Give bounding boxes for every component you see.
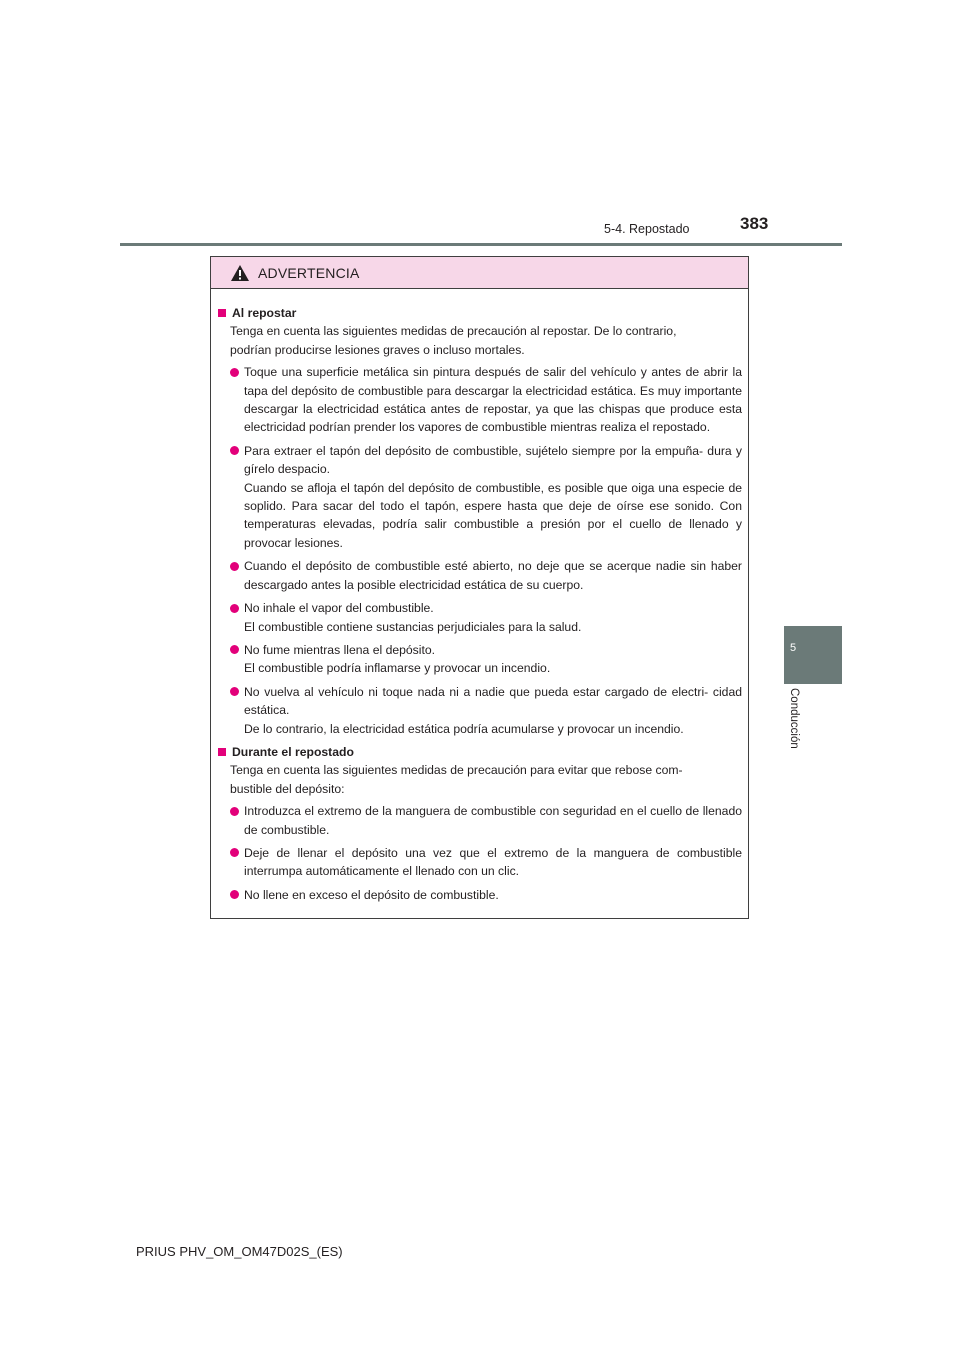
list-item-line: Introduzca el extremo de la manguera de combustible con seguridad en el cuello de llenado de combustible. bbox=[244, 804, 742, 837]
list-item bbox=[218, 844, 742, 881]
list-item-text bbox=[244, 641, 742, 678]
round-bullet-icon bbox=[230, 848, 239, 857]
list-item-text bbox=[244, 844, 742, 881]
warning-title: ADVERTENCIA bbox=[258, 264, 360, 281]
section-heading-text: Durante el repostado bbox=[232, 744, 354, 759]
list-item-line: No llene en exceso el depósito de combustible. bbox=[244, 887, 499, 902]
header-rule bbox=[120, 243, 842, 246]
list-item-line: No vuelva al vehículo ni toque nada ni a nadie que pueda estar cargado de electri- cidad estática. bbox=[244, 684, 742, 718]
section-heading bbox=[218, 743, 742, 761]
list-item-text bbox=[244, 683, 742, 738]
list-item-text bbox=[244, 802, 742, 839]
list-item bbox=[218, 363, 742, 437]
list-item-line: Deje de llenar el depósito una vez que el extremo de la manguera de combustible interrumpa automáticamente el llenado con un clic. bbox=[244, 845, 742, 879]
list-item-line: Cuando el depósito de combustible esté abierto, no deje que se acerque nadie sin haber descargado antes la posible electricidad estática de su cuerpo. bbox=[244, 559, 742, 592]
intro-line: podrían producirse lesiones graves o incluso mortales. bbox=[230, 342, 525, 357]
list-item bbox=[218, 886, 742, 904]
list-item bbox=[218, 802, 742, 839]
section-intro bbox=[218, 761, 742, 798]
list-item bbox=[218, 599, 742, 636]
section-title: 5-4. Repostado bbox=[604, 222, 690, 236]
section-intro bbox=[218, 322, 742, 359]
intro-line: bustible del depósito: bbox=[230, 781, 345, 796]
list-item bbox=[218, 442, 742, 552]
document-code: PRIUS PHV_OM_OM47D02S_(ES) bbox=[136, 1244, 343, 1259]
warning-triangle-icon bbox=[230, 264, 250, 282]
list-item-line: El combustible podría inflamarse y provocar un incendio. bbox=[244, 661, 551, 676]
list-item bbox=[218, 683, 742, 738]
list-item-line: El combustible contiene sustancias perjudiciales para la salud. bbox=[244, 619, 582, 634]
round-bullet-icon bbox=[230, 645, 239, 654]
round-bullet-icon bbox=[230, 890, 239, 899]
square-bullet-icon bbox=[218, 309, 226, 317]
list-item-line: No inhale el vapor del combustible. bbox=[244, 601, 434, 616]
list-item-line: Cuando se afloja el tapón del depósito de combustible, es posible que oiga una especie de soplido. Para sacar del todo el tapón, espere hasta que deje de oírse ese sonido. Con temperaturas elevadas, podría salir combustible a presión por el cuello de llenado y provocar lesiones. bbox=[244, 480, 742, 550]
list-item-text bbox=[244, 557, 742, 594]
list-item bbox=[218, 557, 742, 594]
list-item-text bbox=[244, 599, 742, 636]
list-item-line: No fume mientras llena el depósito. bbox=[244, 642, 436, 657]
square-bullet-icon bbox=[218, 748, 226, 756]
chapter-tab-label: Conducción bbox=[788, 688, 800, 749]
round-bullet-icon bbox=[230, 807, 239, 816]
intro-line: Tenga en cuenta las siguientes medidas de precaución al repostar. De lo contrario, bbox=[230, 324, 677, 339]
list-item-line: Para extraer el tapón del depósito de combustible, sujételo siempre por la empuña- dura y gírelo despacio. bbox=[244, 443, 742, 477]
round-bullet-icon bbox=[230, 562, 239, 571]
section-heading bbox=[218, 304, 742, 322]
round-bullet-icon bbox=[230, 446, 239, 455]
page-number: 383 bbox=[740, 214, 769, 233]
list-item-line: De lo contrario, la electricidad estática podría acumularse y provocar un incendio. bbox=[244, 721, 684, 736]
round-bullet-icon bbox=[230, 687, 239, 696]
round-bullet-icon bbox=[230, 368, 239, 377]
list-item-line: Toque una superficie metálica sin pintura después de salir del vehículo y antes de abrir la tapa del depósito de combustible para descargar la electricidad estática. Es muy importante descargar la electricidad estática antes de repostar, ya que las chispas que produce esta electricidad podrían prender los vapores de combustible mientras realiza el repostado. bbox=[244, 365, 742, 435]
warning-box bbox=[210, 256, 749, 919]
list-item bbox=[218, 641, 742, 678]
list-item-text bbox=[244, 886, 742, 904]
list-item-text bbox=[244, 442, 742, 552]
section-heading-text: Al repostar bbox=[232, 306, 297, 320]
list-item-text bbox=[244, 363, 742, 437]
warning-header bbox=[211, 257, 748, 289]
intro-line: Tenga en cuenta las siguientes medidas de precaución para evitar que rebose com- bbox=[230, 763, 683, 778]
warning-body bbox=[211, 289, 748, 904]
chapter-tab bbox=[784, 626, 842, 684]
round-bullet-icon bbox=[230, 604, 239, 613]
chapter-tab-number: 5 bbox=[789, 642, 797, 654]
